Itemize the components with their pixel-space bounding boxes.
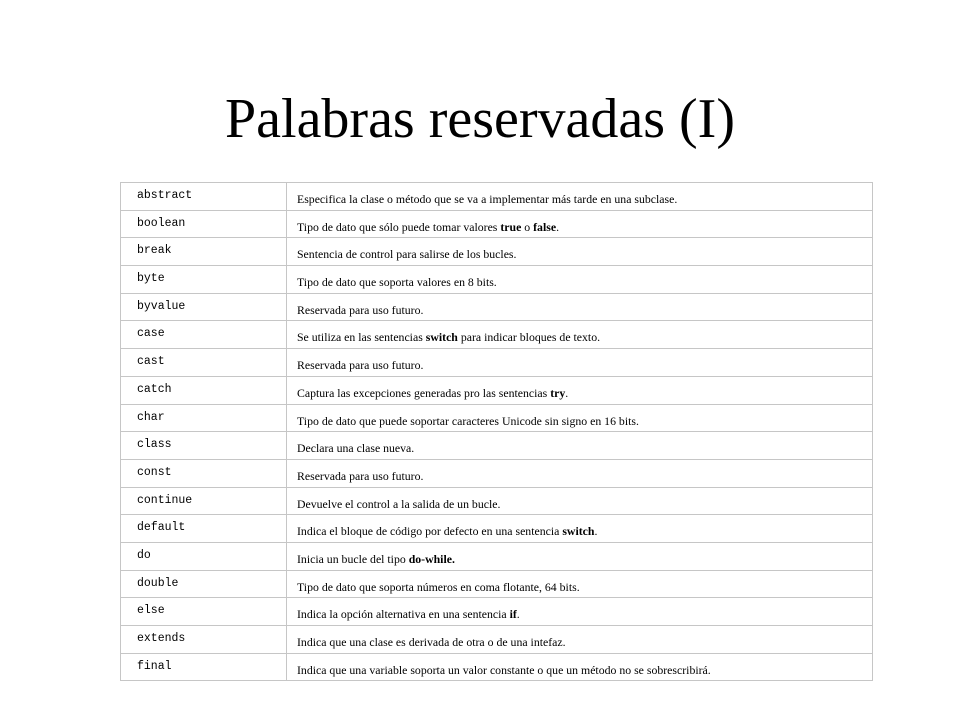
- description-segment: Devuelve el control a la salida de un bucle.: [297, 496, 501, 511]
- description-segment: Tipo de dato que soporta números en coma flotante, 64 bits.: [297, 579, 580, 594]
- keyword-cell: [121, 459, 287, 487]
- description-cell: [287, 210, 873, 238]
- keyword-text: byte: [137, 272, 165, 286]
- description-segment: Indica que una clase es derivada de otra o de una intefaz.: [297, 635, 566, 649]
- table-row: [121, 183, 873, 211]
- keyword-cell: [121, 376, 287, 404]
- keyword-cell: [121, 210, 287, 238]
- description-text: [287, 211, 872, 235]
- keyword-text: char: [137, 410, 165, 424]
- description-text: [287, 183, 872, 207]
- table-row: [121, 404, 873, 432]
- keyword-text: cast: [137, 355, 165, 369]
- description-bold-term: false: [533, 219, 557, 234]
- table-row: [121, 653, 873, 681]
- description-cell: [287, 293, 873, 321]
- description-bold-term: if: [509, 607, 517, 622]
- keyword-cell: [121, 266, 287, 294]
- description-text: [287, 405, 872, 429]
- description-segment: Indica la opción alternativa en una sentencia: [297, 607, 510, 622]
- table-row: [121, 321, 873, 349]
- description-text: [287, 543, 872, 567]
- description-cell: [287, 626, 873, 654]
- table-row: [121, 238, 873, 266]
- keyword-cell: [121, 515, 287, 543]
- keyword-text: class: [137, 438, 172, 452]
- keyword-text: boolean: [137, 216, 186, 230]
- description-segment: Se utiliza en las sentencias: [297, 330, 426, 345]
- keyword-cell: [121, 183, 287, 211]
- description-segment: Reservada para uso futuro.: [297, 358, 424, 373]
- description-segment: Captura las excepciones generadas pro las sentencias: [297, 385, 551, 400]
- table-row: [121, 626, 873, 654]
- description-cell: [287, 542, 873, 570]
- description-cell: [287, 570, 873, 598]
- table-row: [121, 293, 873, 321]
- table-row: [121, 598, 873, 626]
- description-cell: [287, 266, 873, 294]
- description-text: [287, 598, 872, 622]
- description-bold-term: switch: [425, 330, 458, 345]
- table-row: [121, 515, 873, 543]
- description-cell: [287, 432, 873, 460]
- keyword-cell: [121, 626, 287, 654]
- description-cell: [287, 376, 873, 404]
- description-text: [287, 515, 872, 539]
- description-bold-term: try: [550, 385, 566, 400]
- description-bold-term: do-while.: [408, 551, 455, 566]
- description-text: [287, 238, 872, 262]
- description-text: [287, 460, 872, 484]
- keyword-text: abstract: [137, 189, 193, 202]
- description-segment: Reservada para uso futuro.: [297, 302, 424, 317]
- keyword-cell: [121, 653, 287, 681]
- description-text: [287, 349, 872, 373]
- description-cell: [287, 515, 873, 543]
- description-text: [287, 294, 872, 318]
- description-segment: .: [594, 524, 598, 539]
- keyword-cell: [121, 487, 287, 515]
- description-segment: Sentencia de control para salirse de los bucles.: [297, 247, 517, 262]
- description-text: [287, 488, 872, 512]
- description-segment: Tipo de dato que sólo puede tomar valores: [297, 219, 501, 234]
- reserved-words-table-body: [121, 183, 873, 681]
- description-cell: [287, 487, 873, 515]
- description-cell: [287, 404, 873, 432]
- description-bold-term: true: [500, 219, 522, 234]
- description-cell: [287, 321, 873, 349]
- keyword-text: byvalue: [137, 299, 186, 313]
- keyword-cell: [121, 349, 287, 377]
- description-cell: [287, 459, 873, 487]
- table-row: [121, 487, 873, 515]
- table-row: [121, 459, 873, 487]
- description-cell: [287, 238, 873, 266]
- description-text: [287, 377, 872, 401]
- keyword-cell: [121, 293, 287, 321]
- description-text: [287, 654, 872, 678]
- keyword-text: break: [137, 244, 172, 258]
- keyword-text: extends: [137, 632, 186, 645]
- description-segment: Declara una clase nueva.: [297, 441, 415, 456]
- keyword-cell: [121, 598, 287, 626]
- description-segment: Indica que una variable soporta un valor constante o que un método no se sobrescribirá.: [297, 662, 711, 677]
- keyword-text: do: [137, 548, 151, 562]
- slide-title: Palabras reservadas (I): [225, 88, 735, 150]
- description-segment: .: [565, 385, 569, 400]
- table-row: [121, 542, 873, 570]
- reserved-words-table: [120, 182, 873, 681]
- keyword-text: const: [137, 465, 172, 479]
- description-bold-term: switch: [562, 524, 595, 539]
- keyword-text: default: [137, 521, 186, 535]
- description-segment: Reservada para uso futuro.: [297, 468, 424, 483]
- keyword-cell: [121, 570, 287, 598]
- description-cell: [287, 349, 873, 377]
- description-segment: Especifica la clase o método que se va a implementar más tarde en una subclase.: [297, 192, 678, 206]
- keyword-text: catch: [137, 382, 172, 396]
- table-row: [121, 376, 873, 404]
- description-segment: Indica el bloque de código por defecto en una sentencia: [297, 524, 563, 539]
- description-segment: Inicia un bucle del tipo: [297, 551, 409, 566]
- description-segment: Tipo de dato que puede soportar caracteres Unicode sin signo en 16 bits.: [297, 413, 639, 428]
- description-text: [287, 321, 872, 345]
- table-row: [121, 570, 873, 598]
- keyword-text: continue: [137, 493, 193, 507]
- description-cell: [287, 598, 873, 626]
- table-row: [121, 210, 873, 238]
- table-row: [121, 432, 873, 460]
- description-segment: .: [516, 607, 520, 622]
- keyword-text: final: [137, 659, 172, 673]
- description-segment: .: [556, 219, 560, 234]
- description-text: [287, 266, 872, 290]
- description-segment: o: [521, 219, 534, 234]
- keyword-cell: [121, 321, 287, 349]
- description-text: [287, 571, 872, 595]
- description-cell: [287, 653, 873, 681]
- description-text: [287, 626, 872, 650]
- table-row: [121, 349, 873, 377]
- keyword-cell: [121, 542, 287, 570]
- keyword-text: else: [137, 604, 165, 618]
- keyword-cell: [121, 432, 287, 460]
- table-row: [121, 266, 873, 294]
- description-text: [287, 432, 872, 456]
- keyword-text: double: [137, 576, 179, 590]
- description-segment: para indicar bloques de texto.: [457, 330, 601, 345]
- keyword-cell: [121, 404, 287, 432]
- keyword-text: case: [137, 327, 165, 341]
- keyword-cell: [121, 238, 287, 266]
- description-segment: Tipo de dato que soporta valores en 8 bits.: [297, 275, 497, 290]
- description-cell: [287, 183, 873, 211]
